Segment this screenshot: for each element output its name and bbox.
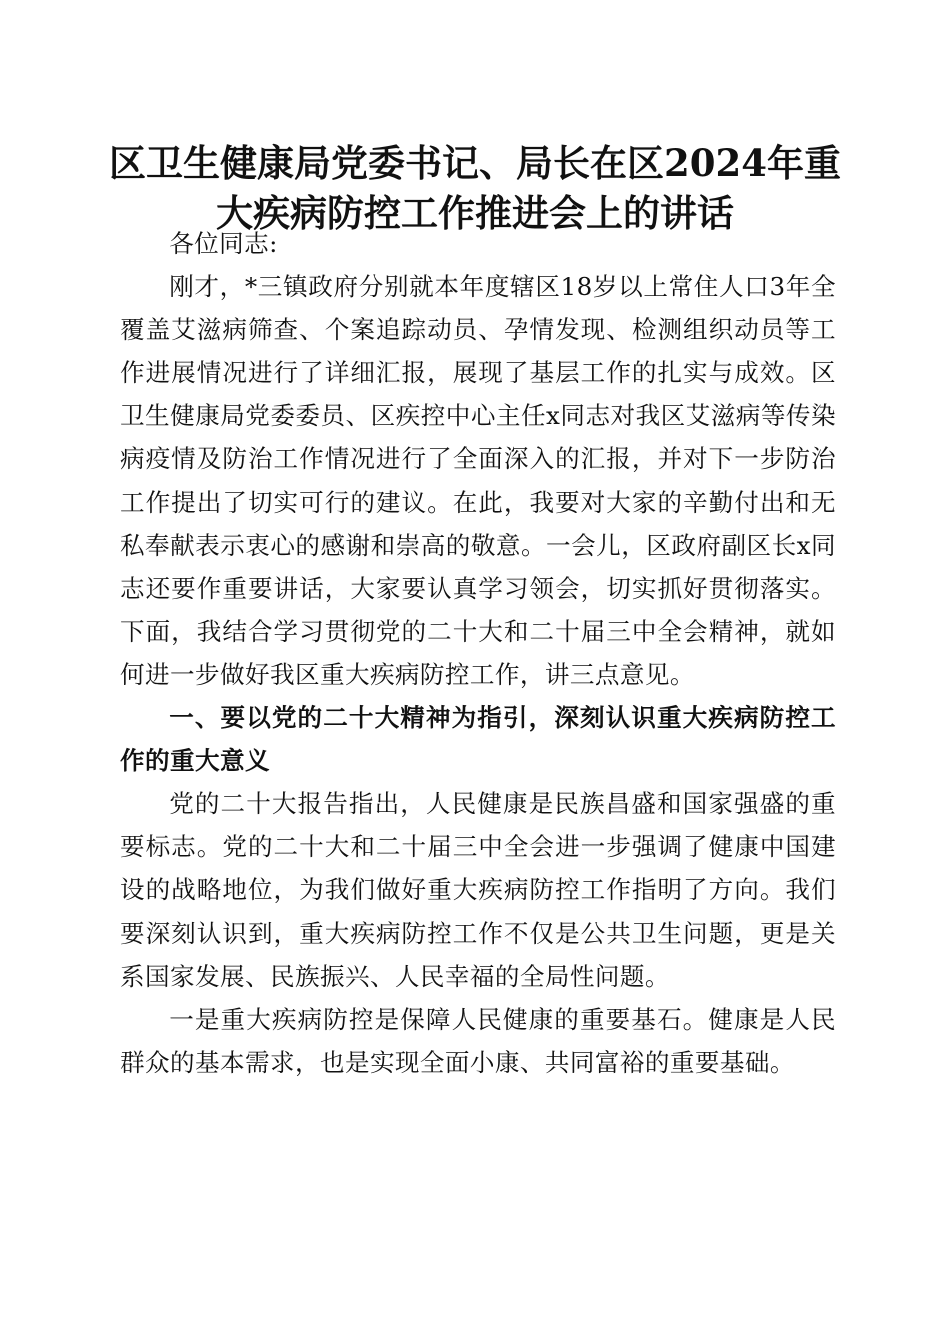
document-body — [120, 222, 836, 1084]
section-heading-1: 一、要以党的二十大精神为指引，深刻认识重大疾病防控工作的重大意义 — [120, 703, 836, 776]
salutation: 各位同志: — [169, 229, 278, 258]
paragraph-intro: 刚才，*三镇政府分别就本年度辖区18岁以上常住人口3年全覆盖艾滋病筛查、个案追踪动员、孕情发现、检测组织动员等工作进展情况进行了详细汇报，展现了基层工作的扎实与成效。区卫生健康局党委委员、区疾控中心主任x同志对我区艾滋病等传染病疫情及防治工作情况进行了全面深入的汇报，并对下一步防治工作提出了切实可行的建议。在此，我要对大家的辛勤付出和无私奉献表示衷心的感谢和崇高的敬意。一会儿，区政府副区长x同志还要作重要讲话，大家要认真学习领会，切实抓好贯彻落实。下面，我结合学习贯彻党的二十大和二十届三中全会精神，就如何进一步做好我区重大疾病防控工作，讲三点意见。 — [120, 272, 836, 689]
document-title: 区卫生健康局党委书记、局长在区2024年重大疾病防控工作推进会上的讲话 — [109, 141, 841, 235]
paragraph-section1-2: 一是重大疾病防控是保障人民健康的重要基石。健康是人民群众的基本需求，也是实现全面小康、共同富裕的重要基础。 — [120, 1004, 836, 1077]
paragraph-section1-1: 党的二十大报告指出，人民健康是民族昌盛和国家强盛的重要标志。党的二十大和二十届三中全会进一步强调了健康中国建设的战略地位，为我们做好重大疾病防控工作指明了方向。我们要深刻认识到，重大疾病防控工作不仅是公共卫生问题，更是关系国家发展、民族振兴、人民幸福的全局性问题。 — [120, 789, 836, 991]
